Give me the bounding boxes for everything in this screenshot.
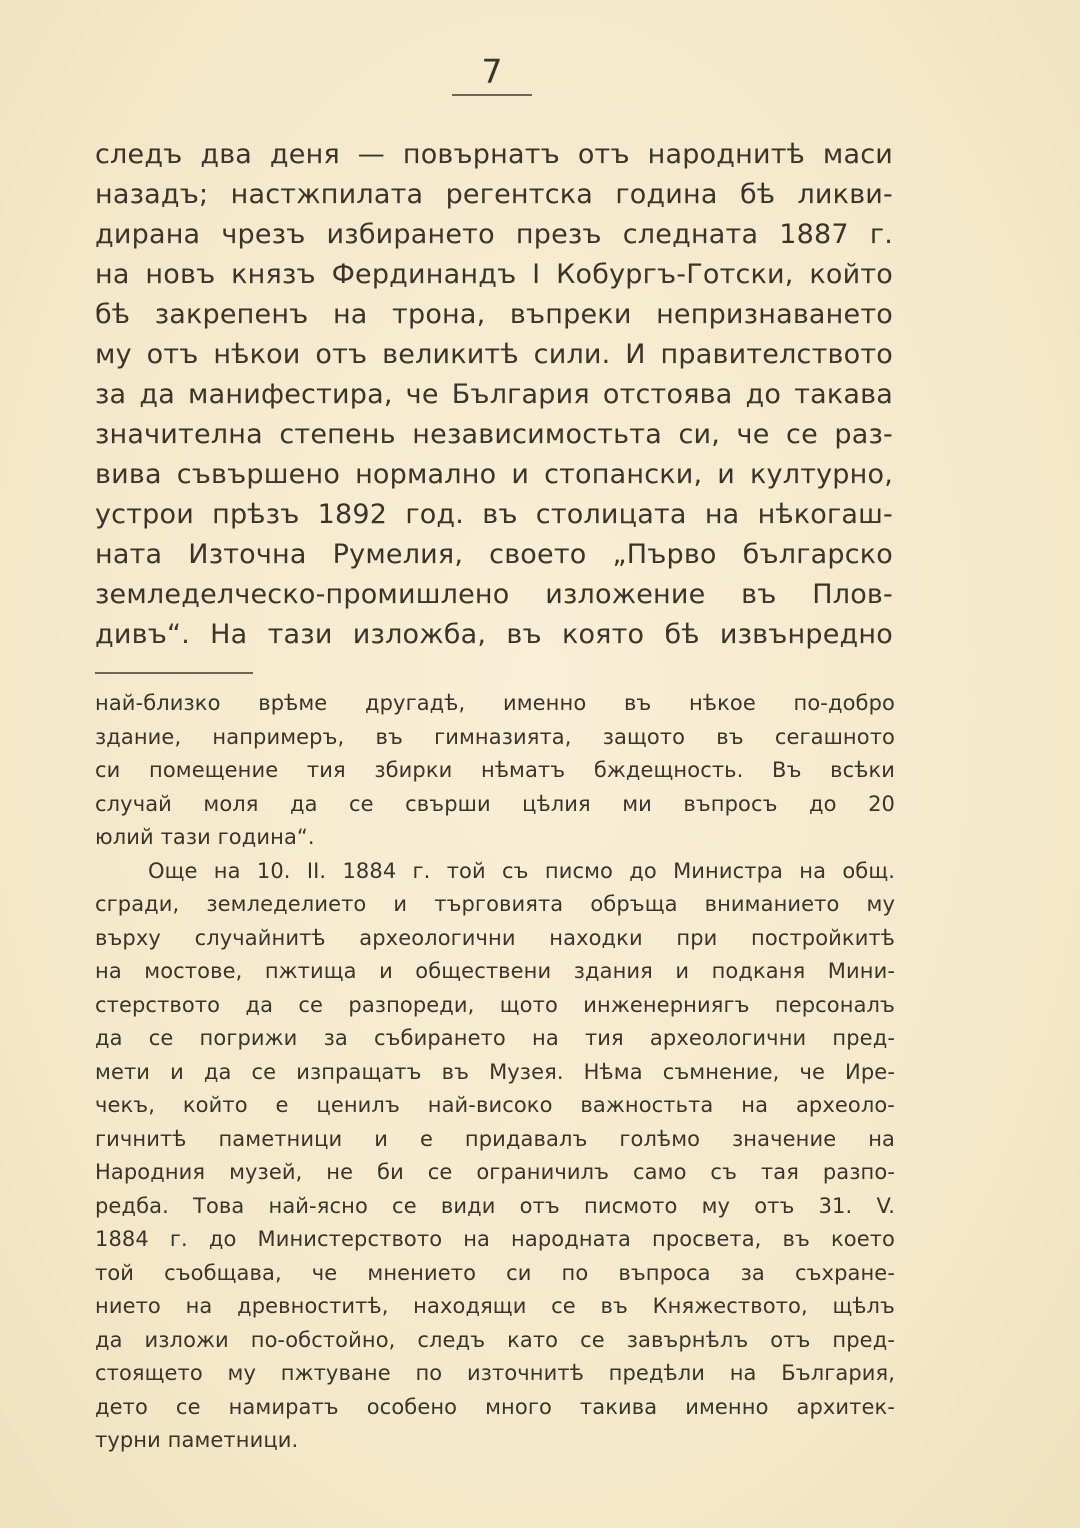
footnote-line: да се погрижи за събирането на тия археологични пред- [95,1026,895,1050]
footnote-line: да изложи по-обстойно, следъ като се завърнѣлъ отъ пред- [95,1327,895,1352]
body-line: следъ два деня — повърнатъ отъ народнитѣ маси [95,139,893,170]
footnote-line: Още на 10. II. 1884 г. той съ писмо до Министра на общ. [148,858,895,883]
footnote-line: стоящето му пжтуване по източнитѣ предѣли на България, [95,1361,895,1385]
footnote-line: чекъ, който е ценилъ най-високо важностьта на археоло- [95,1093,895,1117]
footnote-line: турни паметници. [95,1428,299,1452]
footnote-line: сгради, земледелието и търговията обръща вниманието му [95,892,895,916]
footnote-line: върху случайнитѣ археологични находки при постройкитѣ [95,925,895,950]
page-number-underline [452,94,532,96]
body-line: бѣ закрепенъ на трона, въпреки непризнаването [95,299,893,330]
footnote-line: на мостове, пжтища и обществени здания и подканя Мини- [95,959,895,983]
body-line: устрои прѣзъ 1892 год. въ столицата на нѣкогаш- [95,499,893,530]
body-line: ната Източна Румелия, своето „Първо българско [95,539,893,570]
footnote-line: гичнитѣ паметници и е придавалъ голѣмо значение на [95,1126,895,1151]
footnote-line: случай моля да се свърши цѣлия ми въпросъ до 20 [95,791,895,816]
body-line: му отъ нѣкои отъ великитѣ сили. И правителството [95,339,893,370]
body-line: на новъ князъ Фердинандъ I Кобургъ-Готски, който [95,259,893,290]
body-line: вива съвършено нормално и стопански, и културно, [95,459,893,490]
footnote-line: най-близко врѣме другадѣ, именно въ нѣкое по-добро [95,691,895,715]
footnote-line: нието на древноститѣ, находящи се въ Княжеството, щѣлъ [95,1294,895,1318]
footnote-line: той съобщава, че мнението си по въпроса за съхране- [95,1260,895,1285]
body-line: дивъ“. На тази изложба, въ която бѣ извънредно [95,619,893,650]
footnote-line: стерството да се разпореди, щото инженерниягъ персоналъ [95,992,895,1017]
footnote-line: здание, напримеръ, въ гимназията, защото въ сегашното [95,724,895,749]
footnote-line: си помещение тия збирки нѣматъ бждещность. Въ всѣки [95,758,895,782]
body-line: земледелческо-промишлено изложение въ Плов- [95,579,893,610]
body-line: значителна степень независимостьта си, че се раз- [95,419,893,450]
footnote-text [95,687,895,1458]
footnote-line: редба. Това най-ясно се види отъ писмото му отъ 31. V. [95,1193,895,1218]
body-line: за да манифестира, че България отстоява до такава [95,379,893,410]
footnote-separator [95,672,253,674]
body-line: дирана чрезъ избирането презъ следната 1887 г. [95,219,893,250]
footnote-line: 1884 г. до Министерството на народната просвета, въ което [95,1227,895,1251]
footnote-line: Народния музей, не би се ограничилъ само съ тая разпо- [95,1160,895,1184]
page-number: 7 [481,52,503,91]
body-line: назадъ; настжпилата регентска година бѣ ликви- [95,179,893,210]
footnote-line: юлий тази година“. [95,825,315,849]
footnote-line: мети и да се изпращатъ въ Музея. Нѣма съмнение, че Ире- [95,1059,895,1084]
footnote-line: дето се намиратъ особено много такива именно архитек- [95,1394,895,1419]
main-body-text [95,135,893,655]
